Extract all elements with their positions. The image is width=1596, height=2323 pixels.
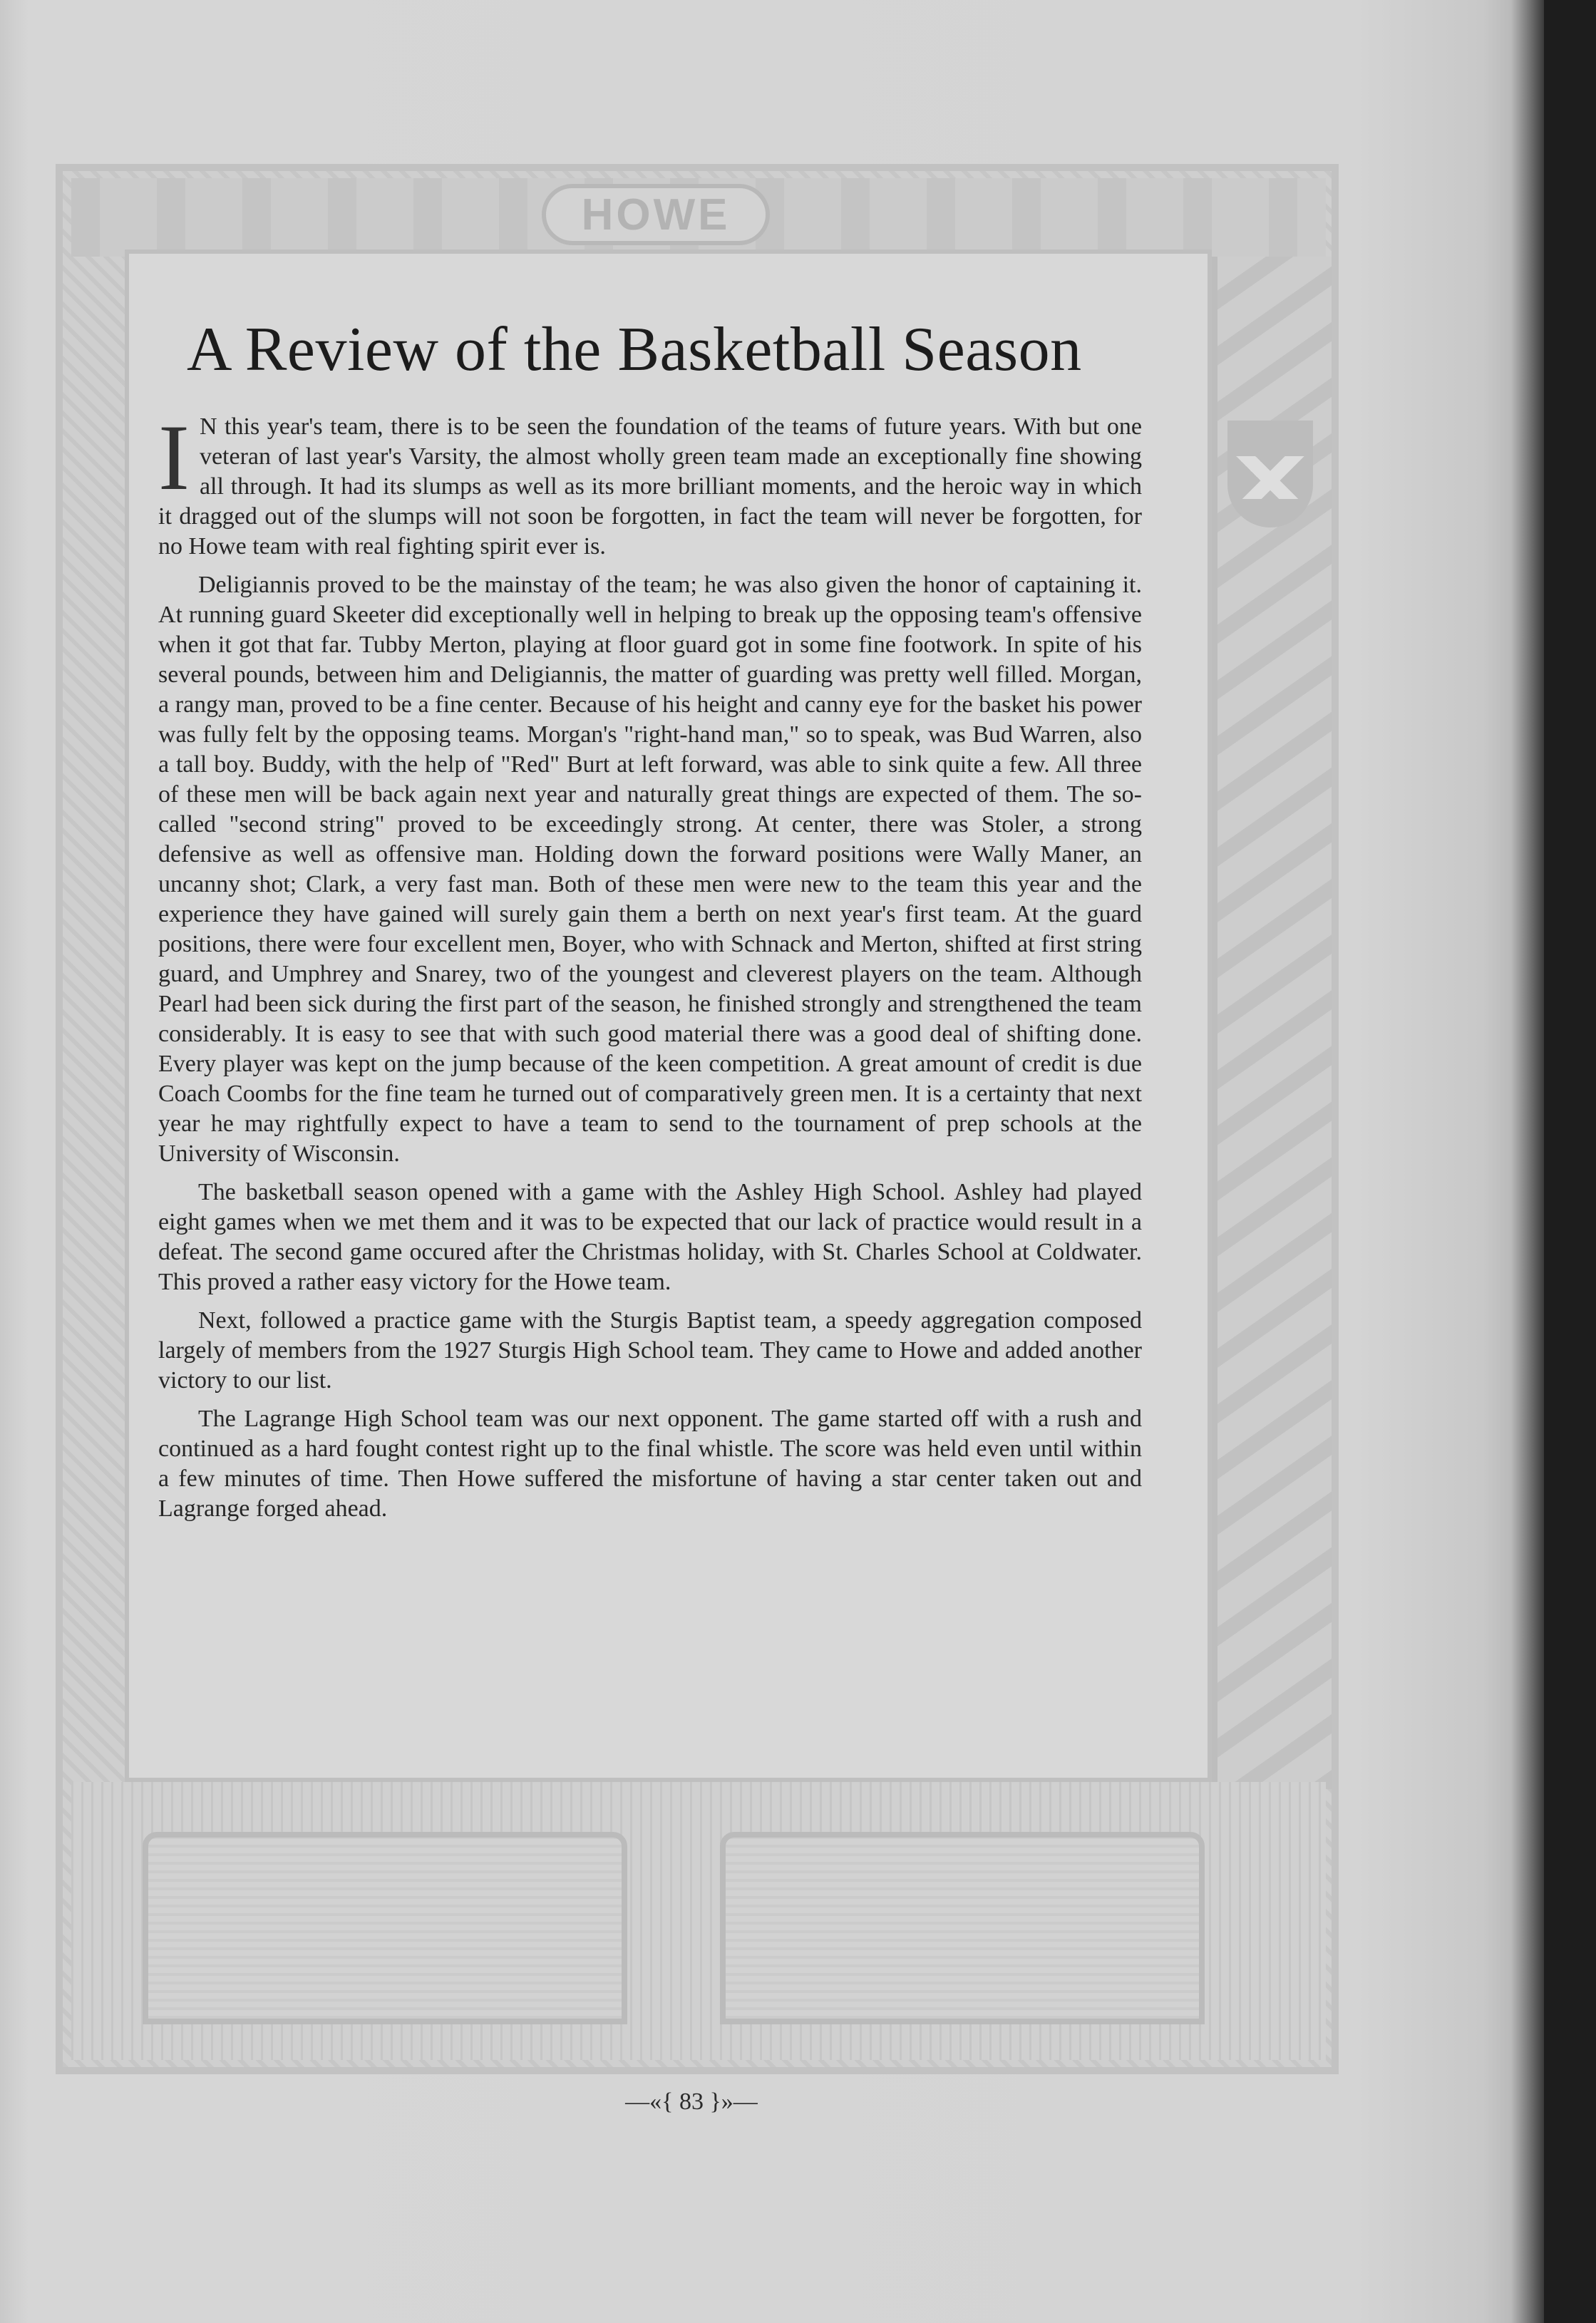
- page-number: —«{ 83 }»—: [625, 2088, 758, 2115]
- paragraph-5: The Lagrange High School team was our next opponent. The game started off with a rush and continued as a hard fought contest right up to the final whistle. The score was held even until within a few minutes of time. Then Howe suffered the misfortune of having a star center taken out and Lagrange forged ahead.: [158, 1406, 1142, 1522]
- drop-cap: I: [158, 405, 190, 510]
- banner-text: HOWE: [581, 190, 731, 239]
- paragraph-2: Deligiannis proved to be the mainstay of the team; he was also given the honor of captaining it. At running guard Skeeter did exceptionally well in helping to break up the opposing team's offensive when it got that far. Tubby Merton, playing at floor guard got in some fine footwork. In spite of his several pounds, between him and Deligiannis, the matter of guarding was pretty well filled. Morgan, a rangy man, proved to be a fine center. Because of his height and canny eye for the basket his power was fully felt by the opposing teams. Morgan's "right-hand man," so to speak, was Bud Warren, also a tall boy. Buddy, with the help of "Red" Burt at left forward, was able to sink quite a few. All three of these men will be back again next year and naturally great things are expected of them. The so-called "second string" proved to be exceedingly strong. At center, there was Stoler, a strong defensive as well as offensive man. Holding down the forward positions were Wally Maner, an uncanny shot; Clark, a very fast man. Both of these men were new to the team this year and the experience they have gained will surely gain them a berth on next year's first team. At the guard positions, there were four excellent men, Boyer, who with Schnack and Merton, shifted at first string guard, and Umphrey and Snarey, two of the youngest and cleverest players on the team. Although Pearl had been sick during the first part of the season, he finished strongly and strengthened the team considerably. It is easy to see that with such good material there was a good deal of shifting done. Every player was kept on the jump because of the keen competition. A great amount of credit is due Coach Coombs for the fine team he turned out of comparatively green men. It is a certainty that next year he may rightfully expect to have a team to send to the tournament of prep schools at the University of Wisconsin.: [158, 572, 1142, 1167]
- article-title: A Review of the Basketball Season: [187, 315, 1082, 384]
- paragraph-1-text: N this year's team, there is to be seen the foundation of the teams of future years. With but one veteran of last year's Varsity, the almost wholly green team made an exceptionally fine showing all through. It had its slumps as well as its more brilliant moments, and the heroic way in which it dragged out of the slumps will not soon be forgotten, in fact the team will never be forgotten, for no Howe team with real fighting spirit ever is.: [158, 413, 1142, 560]
- chevron-icon: [1227, 456, 1313, 499]
- house-illustration: [143, 1832, 627, 2024]
- article-body: [158, 405, 1142, 1533]
- paragraph-1: [158, 405, 1142, 562]
- paragraph-4: Next, followed a practice game with the Sturgis Baptist team, a speedy aggregation composed largely of members from the 1927 Sturgis High School team. They came to Howe and added another victory to our list.: [158, 1307, 1142, 1394]
- howe-banner: [542, 184, 770, 245]
- book-spine-shadow: [1511, 0, 1544, 2323]
- paragraph-3: The basketball season opened with a game with the Ashley High School. Ashley had played eight games when we met them and it was to be expected that our lack of practice would result in a defeat. The second game occured after the Christmas holiday, with St. Charles School at Coldwater. This proved a rather easy victory for the Howe team.: [158, 1179, 1142, 1295]
- cannon-illustration: [720, 1832, 1205, 2024]
